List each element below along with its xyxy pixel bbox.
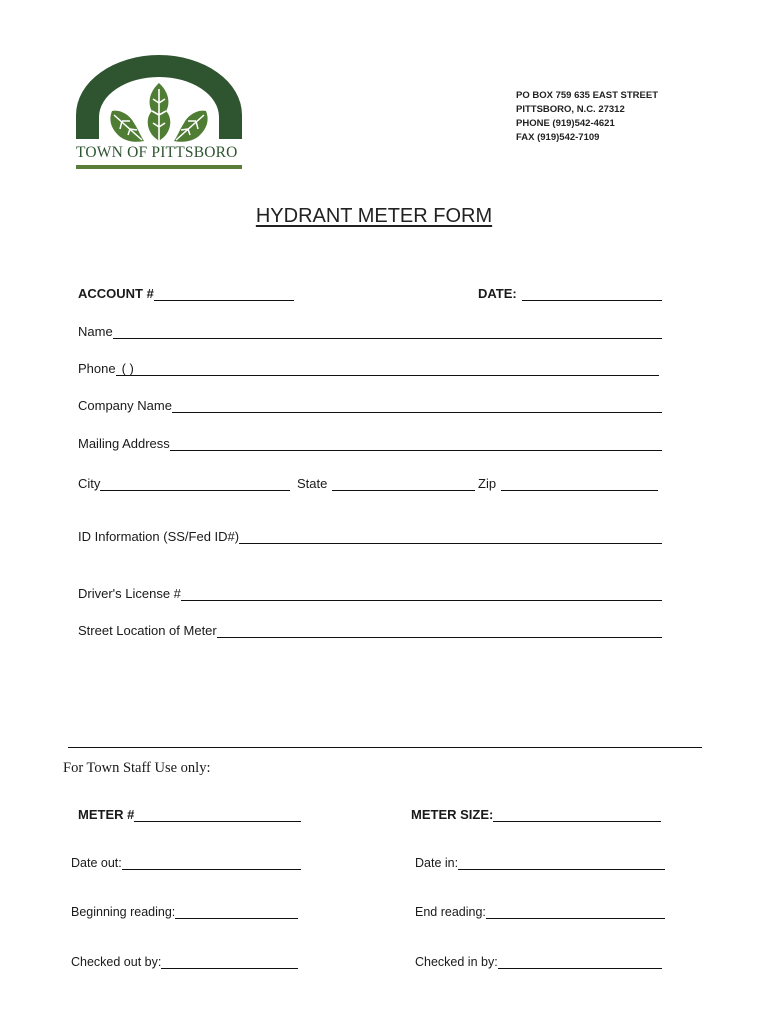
zip-input-line[interactable] — [501, 476, 658, 491]
address-line-4: FAX (919)542-7109 — [516, 132, 600, 143]
begin-reading-label: Beginning reading: — [71, 905, 176, 919]
end-reading-field[interactable] — [415, 904, 665, 919]
date-label: DATE: — [478, 286, 517, 301]
phone-input-line[interactable] — [116, 361, 659, 376]
address-line-1: PO BOX 759 635 EAST STREET — [516, 90, 659, 101]
checked-out-field[interactable] — [71, 954, 298, 969]
id-field[interactable] — [78, 529, 662, 544]
street-field[interactable] — [78, 623, 662, 638]
name-field[interactable] — [78, 324, 662, 339]
address-line-2: PITTSBORO, N.C. 27312 — [516, 104, 625, 115]
meter-number-input-line[interactable] — [134, 807, 301, 822]
form-title: HYDRANT METER FORM — [255, 205, 493, 227]
phone-label: Phone — [78, 361, 116, 376]
logo-underline — [76, 165, 242, 169]
meter-size-label: METER SIZE: — [411, 807, 494, 822]
address-line-3: PHONE (919)542-4621 — [516, 118, 615, 129]
license-input-line[interactable] — [181, 586, 662, 601]
name-label: Name — [78, 324, 113, 339]
checked-out-label: Checked out by: — [71, 955, 162, 969]
street-label: Street Location of Meter — [78, 623, 217, 638]
company-input-line[interactable] — [172, 398, 662, 413]
end-reading-input-line[interactable] — [486, 904, 665, 919]
begin-reading-field[interactable] — [71, 904, 298, 919]
date-in-label: Date in: — [415, 856, 459, 870]
id-label: ID Information (SS/Fed ID#) — [78, 529, 240, 544]
state-label: State — [297, 476, 328, 491]
account-field[interactable] — [78, 286, 294, 301]
date-in-field[interactable] — [415, 855, 665, 870]
checked-in-field[interactable] — [415, 954, 662, 969]
checked-out-input-line[interactable] — [161, 954, 298, 969]
begin-reading-input-line[interactable] — [175, 904, 298, 919]
company-label: Company Name — [78, 398, 172, 413]
date-out-input-line[interactable] — [122, 855, 301, 870]
account-label: ACCOUNT # — [78, 286, 154, 301]
date-in-input-line[interactable] — [458, 855, 665, 870]
license-label: Driver's License # — [78, 586, 181, 601]
zip-label: Zip — [478, 476, 497, 491]
section-divider — [68, 747, 702, 748]
meter-number-field[interactable] — [78, 807, 301, 822]
id-input-line[interactable] — [239, 529, 662, 544]
meter-size-field[interactable] — [411, 807, 661, 822]
zip-field[interactable] — [478, 476, 658, 491]
meter-number-label: METER # — [78, 807, 135, 822]
mailing-label: Mailing Address — [78, 436, 170, 451]
city-input-line[interactable] — [100, 476, 290, 491]
mailing-field[interactable] — [78, 436, 662, 451]
city-label: City — [78, 476, 101, 491]
checked-in-input-line[interactable] — [498, 954, 662, 969]
checked-in-label: Checked in by: — [415, 955, 498, 969]
meter-size-input-line[interactable] — [493, 807, 661, 822]
state-field[interactable] — [297, 476, 475, 491]
city-field[interactable] — [78, 476, 290, 491]
name-input-line[interactable] — [113, 324, 662, 339]
account-input-line[interactable] — [154, 286, 294, 301]
phone-field[interactable] — [78, 361, 659, 376]
date-field[interactable] — [478, 286, 662, 301]
mailing-input-line[interactable] — [170, 436, 662, 451]
staff-heading: For Town Staff Use only: — [63, 760, 211, 776]
state-input-line[interactable] — [332, 476, 475, 491]
date-input-line[interactable] — [522, 286, 662, 301]
phone-area-code: ( ) — [121, 361, 134, 376]
date-out-field[interactable] — [71, 855, 301, 870]
company-field[interactable] — [78, 398, 662, 413]
street-input-line[interactable] — [217, 623, 662, 638]
end-reading-label: End reading: — [415, 905, 486, 919]
logo-text: TOWN OF PITTSBORO — [76, 144, 238, 161]
license-field[interactable] — [78, 586, 662, 601]
date-out-label: Date out: — [71, 856, 122, 870]
